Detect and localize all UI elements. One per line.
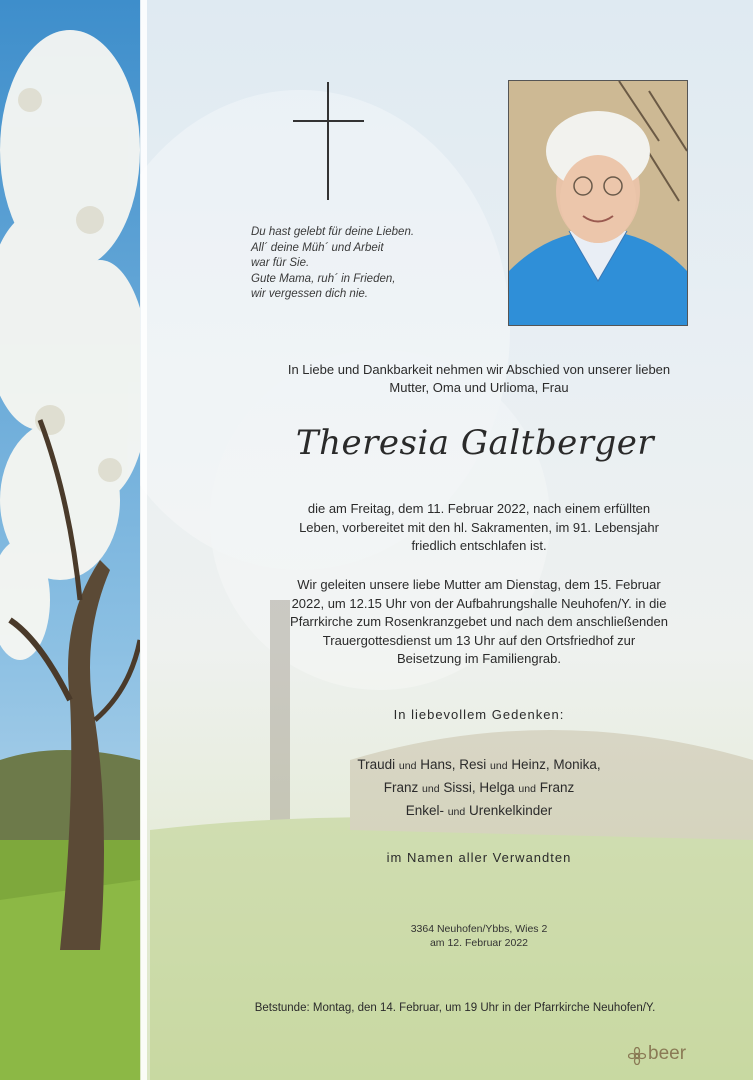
beer-logo [628,1043,708,1069]
conjunction: und [518,783,536,795]
portrait-photo [508,80,688,326]
poem-line: war für Sie. [251,257,310,269]
poem-line: Gute Mama, ruh´ in Frieden, [251,272,396,285]
family-line [250,754,708,777]
conjunction: und [422,783,440,795]
family-member: Traudi [357,757,396,772]
address-line: 3364 Neuhofen/Ybbs, Wies 2 [410,923,548,935]
poem [251,225,481,303]
conjunction: und [447,806,466,818]
family-line [250,800,708,823]
family-list [250,754,708,823]
intro-line: Mutter, Oma und Urlioma, Frau [389,380,569,395]
funeral-line: Pfarrkirche zum Rosenkranzgebet und nach dem anschließenden [290,614,668,629]
family-member: Hans, [420,757,460,772]
address-block [250,922,708,950]
logo-text: beer [648,1043,687,1064]
funeral-line: 2022, um 12.15 Uhr von der Aufbahrungshalle Neuhofen/Y. in die [291,595,667,611]
flower-icon [628,1047,646,1065]
passing-line: friedlich entschlafen ist. [411,538,547,553]
funeral-line: Beisetzung im Familiengrab. [396,651,562,666]
family-member: Enkel- [405,803,444,818]
prayer-hour-text: Betstunde: Montag, den 14. Februar, um 19 Uhr in der Pfarrkirche Neuhofen/Y. [254,1002,656,1014]
relatives-text: im Namen aller Verwandten [386,850,572,865]
blossom-tree-image [0,0,140,1080]
divider-line [141,0,147,1080]
cross-icon [293,82,365,202]
poem-line: wir vergessen dich nie. [251,288,368,300]
family-member: Sissi, [443,780,480,795]
family-member: Resi [459,757,487,772]
funeral-line: Trauergottesdienst um 13 Uhr auf den Ortsfriedhof zur [322,632,636,648]
family-member: Urenkelkinder [469,803,553,818]
intro-text [250,361,708,397]
passing-line: die am Freitag, dem 11. Februar 2022, nach einem erfüllten [307,501,651,516]
funeral-line: Wir geleiten unsere liebe Mutter am Dienstag, dem 15. Februar [297,577,661,592]
conjunction: und [398,760,417,772]
funeral-text [250,576,708,669]
conjunction: und [490,760,508,772]
intro-line: In Liebe und Dankbarkeit nehmen wir Abschied von unserer lieben [287,362,671,377]
memory-heading: In liebevollem Gedenken: [393,707,565,722]
family-member: Helga [479,780,515,795]
family-member: Franz [383,780,419,795]
date-line: am 12. Februar 2022 [429,937,529,949]
deceased-name: Theresia Galtberger [295,423,655,463]
family-member: Franz [539,780,575,795]
passing-text [250,500,708,556]
poem-line: Du hast gelebt für deine Lieben. [251,226,415,238]
passing-line: Leben, vorbereitet mit den hl. Sakramenten, im 91. Lebensjahr [299,519,659,535]
family-member: Heinz, Monika, [511,757,601,772]
family-line [250,777,708,800]
poem-line: All´ deine Müh´ und Arbeit [251,241,384,254]
